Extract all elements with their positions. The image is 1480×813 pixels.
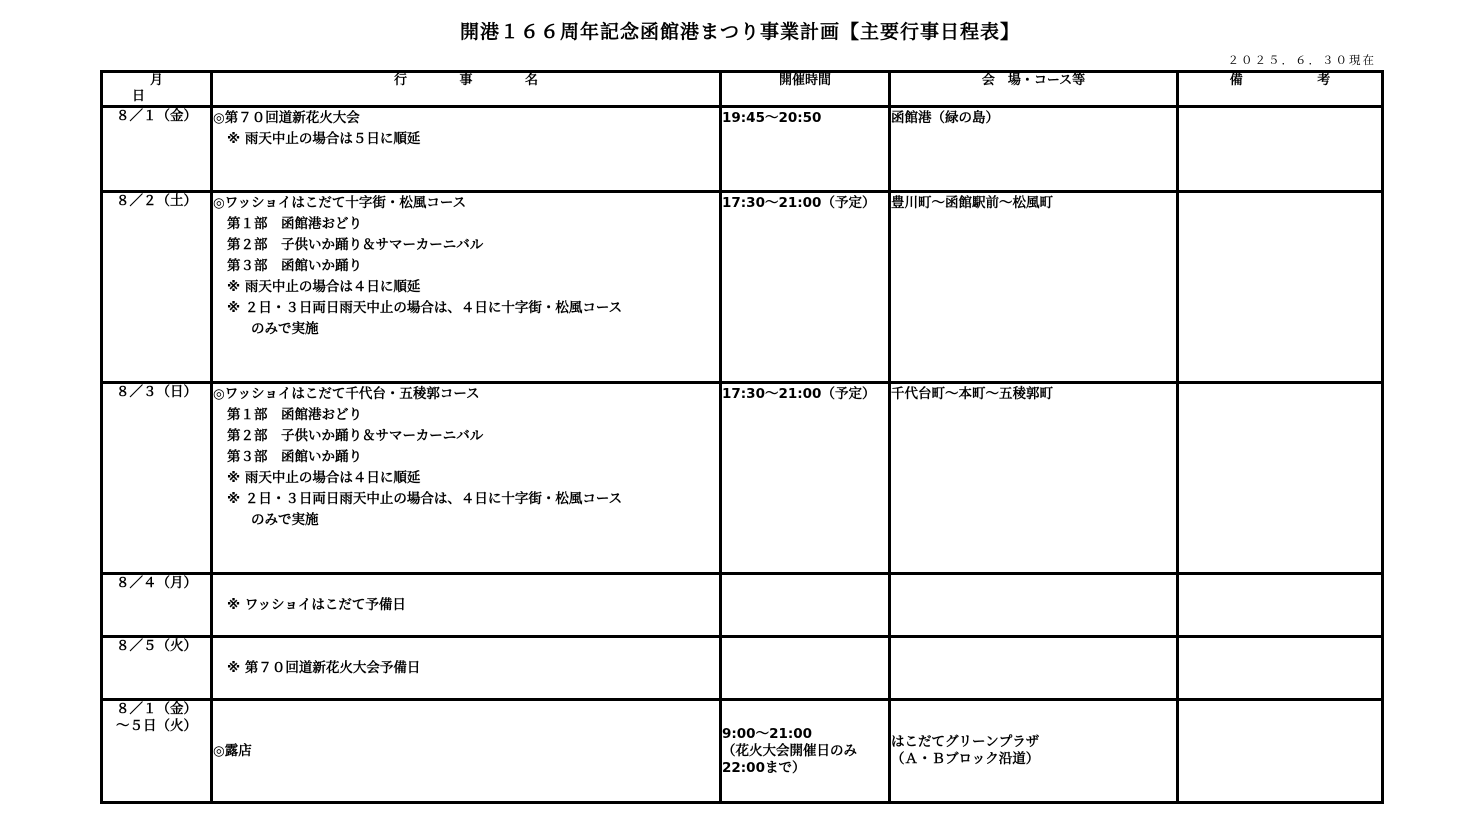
- table-row: [102, 637, 1383, 700]
- venue-cell: [890, 574, 1178, 637]
- time-cell: [721, 637, 890, 700]
- venue-cell: [890, 637, 1178, 700]
- table-row: [102, 700, 1383, 803]
- note-cell: [1178, 107, 1383, 192]
- column-header-time: 開催時間: [721, 72, 890, 107]
- page-title: 開港１６６周年記念函館港まつり事業計画【主要行事日程表】: [459, 21, 1020, 43]
- venue-cell: 千代台町～本町～五稜郭町: [890, 383, 1178, 574]
- note-cell: [1178, 637, 1383, 700]
- event-cell: ◎ワッショイはこだて十字街・松風コース 第１部 函館港おどり 第２部 子供いか踊り＆サマーカーニバル 第３部 函館いか踊り ※ 雨天中止の場合は４日に順延 ※ ２日・３日両日雨天中止の場合は、４日に十字街・松風コース のみで実施: [212, 192, 721, 383]
- time-cell: 9:00～21:00 （花火大会開催日のみ 22:00まで）: [721, 700, 890, 803]
- date-cell: ８／１（金） ～５日（火）: [102, 700, 212, 803]
- event-cell: ※ ワッショイはこだて予備日: [212, 574, 721, 637]
- table-row: [102, 383, 1383, 574]
- event-cell: ◎ワッショイはこだて千代台・五稜郭コース 第１部 函館港おどり 第２部 子供いか踊り＆サマーカーニバル 第３部 函館いか踊り ※ 雨天中止の場合は４日に順延 ※ ２日・３日両日雨天中止の場合は、４日に十字街・松風コース のみで実施: [212, 383, 721, 574]
- table-row: [102, 192, 1383, 383]
- as-of-date: ２０２５．６．３０現在: [1227, 53, 1376, 67]
- schedule-table: [100, 70, 1384, 804]
- column-header-note: 備 考: [1178, 72, 1383, 107]
- venue-cell: 豊川町～函館駅前～松風町: [890, 192, 1178, 383]
- event-cell: ※ 第７０回道新花火大会予備日: [212, 637, 721, 700]
- venue-cell: 函館港（緑の島）: [890, 107, 1178, 192]
- table-header-row: [102, 72, 1383, 107]
- date-cell: ８／１（金）: [102, 107, 212, 192]
- time-cell: [721, 574, 890, 637]
- column-header-date: 月 日: [102, 72, 212, 107]
- time-cell: 17:30～21:00（予定）: [721, 192, 890, 383]
- date-cell: ８／２（土）: [102, 192, 212, 383]
- event-cell: ◎第７０回道新花火大会 ※ 雨天中止の場合は５日に順延: [212, 107, 721, 192]
- note-cell: [1178, 383, 1383, 574]
- date-cell: ８／４（月）: [102, 574, 212, 637]
- column-header-venue: 会 場・コース等: [890, 72, 1178, 107]
- table-row: [102, 574, 1383, 637]
- column-header-event: 行 事 名: [212, 72, 721, 107]
- venue-cell: はこだてグリーンプラザ （Ａ・Ｂブロック沿道）: [890, 700, 1178, 803]
- event-cell: ◎露店: [212, 700, 721, 803]
- time-cell: 19:45～20:50: [721, 107, 890, 192]
- note-cell: [1178, 574, 1383, 637]
- time-cell: 17:30～21:00（予定）: [721, 383, 890, 574]
- note-cell: [1178, 192, 1383, 383]
- table-row: [102, 107, 1383, 192]
- date-cell: ８／５（火）: [102, 637, 212, 700]
- date-cell: ８／３（日）: [102, 383, 212, 574]
- note-cell: [1178, 700, 1383, 803]
